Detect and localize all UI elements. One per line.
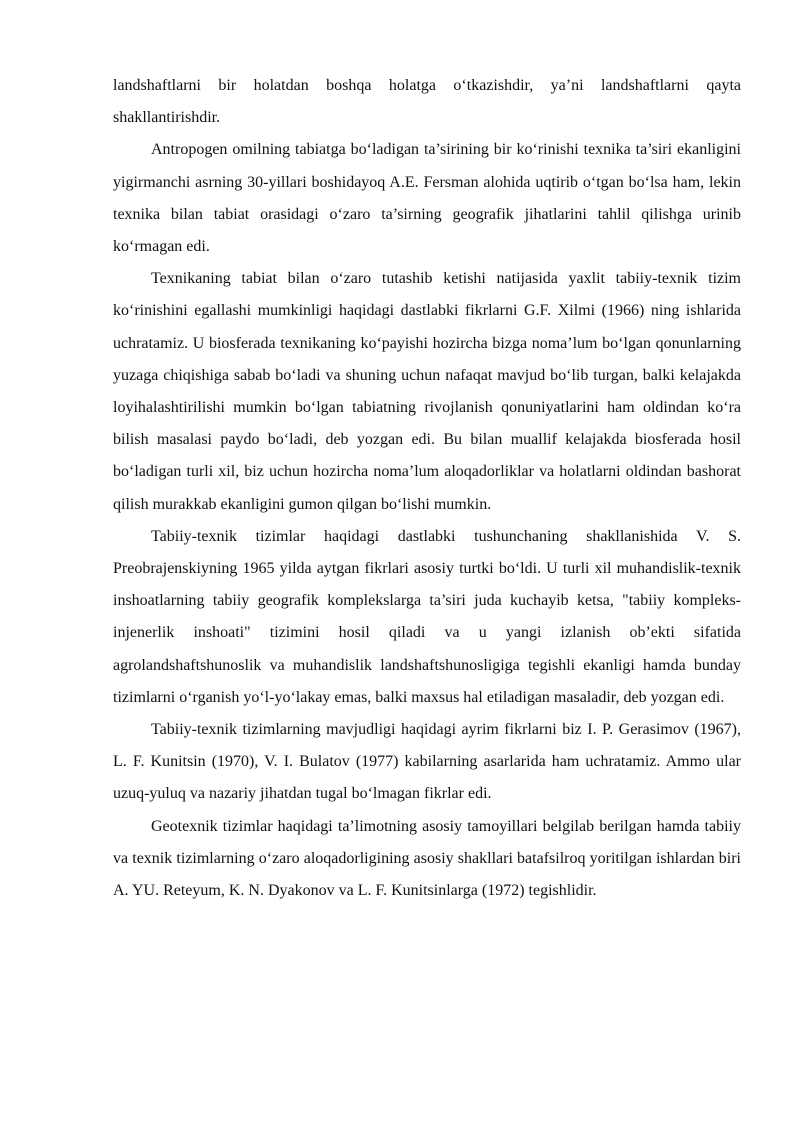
paragraph-xilmi: Texnikaning tabiat bilan o‘zaro tutashib ketishi natijasida yaxlit tabiiy-texnik tizim ko‘rinishini egallashi mumkinligi haqidagi dastlabki fikrlarni G.F. Xilmi (1966) ning ishlarida uchratamiz. U biosferada texnikaning ko‘payishi hozircha bizga noma’lum bo‘lgan qonunlarning yuzaga chiqishiga sabab bo‘ladi va shuning uchun nafaqat mavjud bo‘lib turgan, balki kelajakda loyihalashtirilishi mumkin bo‘lgan tabiatning rivojlanish qonuniyatlarini ham oldindan ko‘ra bilish masalasi paydo bo‘ladi, deb yozgan edi. Bu bilan muallif kelajakda biosferada hosil bo‘ladigan turli xil, biz uchun hozircha noma’lum aloqadorliklar va holatlarni oldindan bashorat qilish murakkab ekanligini gumon qilgan bo‘lishi mumkin. <box>113 270 741 513</box>
paragraph-reteyum: Geotexnik tizimlar haqidagi ta’limotning asosiy tamoyillari belgilab berilgan hamda tabiiy va texnik tizimlarning o‘zaro aloqadorligining asosiy shakllari batafsilroq yoritilgan ishlardan biri A. YU. Reteyum, K. N. Dyakonov va L. F. Kunitsinlarga (1972) tegishlidir. <box>113 817 741 900</box>
paragraph-gerasimov: Tabiiy-texnik tizimlarning mavjudligi haqidagi ayrim fikrlarni biz I. P. Gerasimov (1967), L. F. Kunitsin (1970), V. I. Bulatov (1977) kabilarning asarlarida ham uchratamiz. Ammo ular uzuq-yuluq va nazariy jihatdan tugal bo‘lmagan fikrlar edi. <box>113 721 741 803</box>
document-page <box>113 70 741 907</box>
paragraph-fersman: Antropogen omilning tabiatga bo‘ladigan ta’sirining bir ko‘rinishi texnika ta’siri ekanligini yigirmanchi asrning 30-yillari boshidayoq A.E. Fersman alohida uqtirib o‘tgan bo‘lsa ham, lekin texnika bilan tabiat orasidagi o‘zaro ta’sirning geografik jihatlarini tahlil qilishga urinib ko‘rmagan edi. <box>113 141 741 256</box>
paragraph-preobrajenskiy: Tabiiy-texnik tizimlar haqidagi dastlabki tushunchaning shakllanishida V. S. Preobrajenskiyning 1965 yilda aytgan fikrlari asosiy turtki bo‘ldi. U turli xil muhandislik-texnik inshoatlarning tabiiy geografik komplekslarga ta’siri juda kuchayib ketsa, "tabiiy kompleks-injenerlik inshoati" tizimini hosil qiladi va u yangi izlanish ob’ekti sifatida agrolandshaftshunoslik va muhandislik landshaftshunosligiga tegishli ekanligi hamda bunday tizimlarni o‘rganish yo‘l-yo‘lakay emas, balki maxsus hal etiladigan masaladir, deb yozgan edi. <box>113 527 741 706</box>
paragraph-continuation: landshaftlarni bir holatdan boshqa holatga o‘tkazishdir, ya’ni landshaftlarni qayta shakllantirishdir. <box>113 77 741 127</box>
